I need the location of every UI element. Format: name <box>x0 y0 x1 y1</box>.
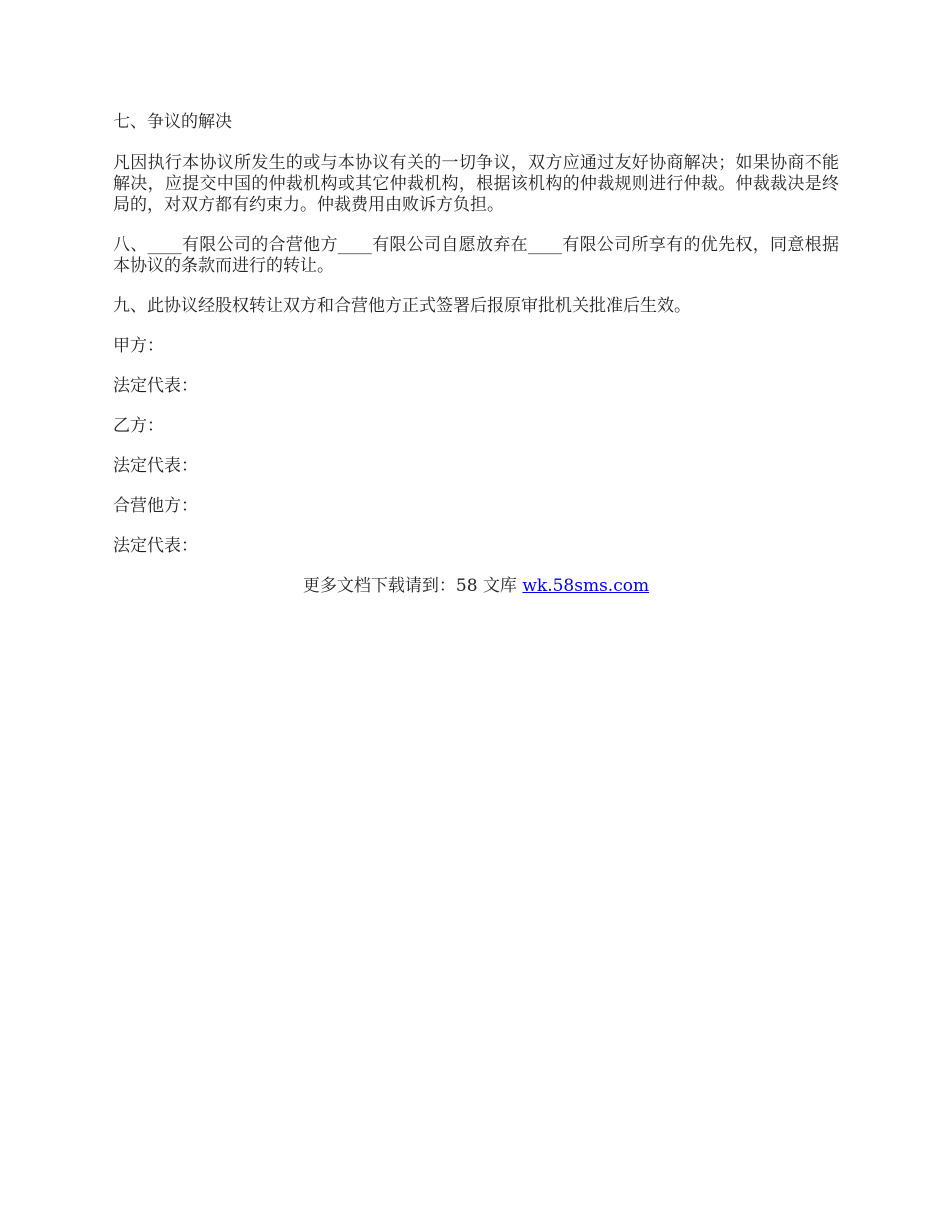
jv-party-label: 合营他方： <box>113 496 198 516</box>
party-a-label: 甲方： <box>113 336 164 356</box>
party-b-rep-label: 法定代表： <box>113 456 198 476</box>
document-page <box>113 112 839 597</box>
party-b-label: 乙方： <box>113 416 164 436</box>
footer-link[interactable]: wk.58sms.com <box>522 576 650 596</box>
section-7-body: 凡因执行本协议所发生的或与本协议有关的一切争议，双方应通过友好协商解决；如果协商不能解决，应提交中国的仲裁机构或其它仲裁机构，根据该机构的仲裁规则进行仲裁。仲裁裁决是终局的，对双方都有约束力。仲裁费用由败诉方负担。 <box>113 153 839 215</box>
section-8-body: 八、____有限公司的合营他方____有限公司自愿放弃在____有限公司所享有的优先权，同意根据本协议的条款而进行的转让。 <box>113 235 839 276</box>
jv-party-rep-label: 法定代表： <box>113 536 198 556</box>
party-a-rep-label: 法定代表： <box>113 376 198 396</box>
footer-prefix: 更多文档下载请到：58 文库 <box>302 576 523 596</box>
section-9-body: 九、此协议经股权转让双方和合营他方正式签署后报原审批机关批准后生效。 <box>113 296 691 316</box>
footer-download-note <box>113 576 839 597</box>
section-7-title: 七、争议的解决 <box>113 112 232 132</box>
